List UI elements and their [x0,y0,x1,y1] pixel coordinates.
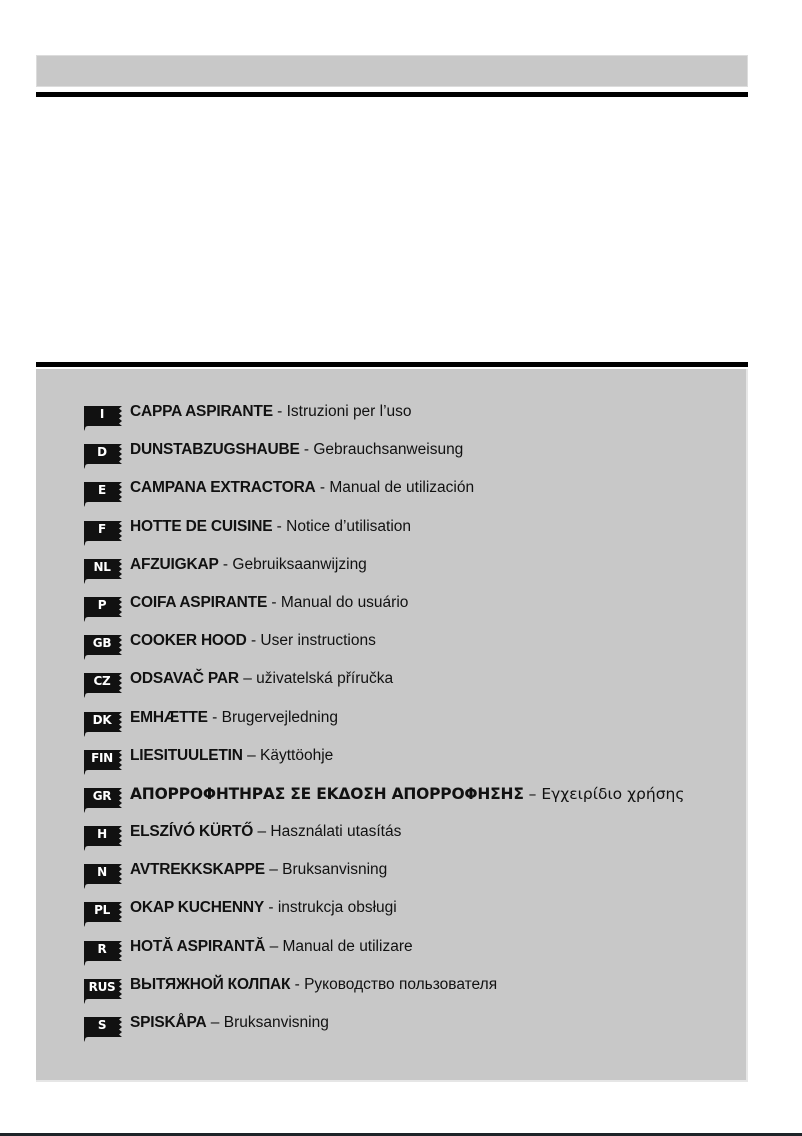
separator: – [264,861,283,879]
manual-title: Manual do usuário [280,593,409,611]
separator: - [246,632,261,650]
product-name: COOKER HOOD [130,632,247,650]
manual-title: Manual de utilizare [282,937,413,955]
product-name: SPISKÅPA [130,1014,207,1031]
product-name: COIFA ASPIRANTE [130,593,268,611]
language-item-h[interactable] [82,821,684,859]
language-label [130,477,474,499]
language-code: I [99,407,105,421]
language-code: N [97,865,107,880]
language-flag-icon [82,633,126,661]
manual-title: Gebruiksaanwijzing [232,555,367,573]
separator: - [207,708,222,726]
header-band [36,55,748,87]
language-label [130,1012,329,1034]
language-flag-icon [82,442,126,470]
language-flag-icon [82,900,126,928]
language-item-p[interactable] [82,592,684,630]
product-name: ВЫТЯЖНОЙ КОЛПАК [130,975,291,993]
manual-title: Istruzioni per l’uso [286,403,412,420]
language-code: GB [92,636,112,651]
separator: - [290,975,305,993]
language-item-e[interactable] [82,477,684,515]
language-flag-icon [82,519,126,547]
product-name: DUNSTABZUGSHAUBE [130,441,300,459]
language-label [130,783,684,805]
separator: - [299,441,314,459]
language-item-nl[interactable] [82,554,684,592]
language-item-rus[interactable] [82,974,684,1012]
language-code: H [97,827,107,842]
language-label [130,401,412,423]
language-code: D [97,445,107,460]
product-name: EMHÆTTE [130,708,208,726]
language-item-cz[interactable] [82,668,684,706]
language-code: P [97,597,107,612]
language-item-d[interactable] [82,439,684,477]
manual-title: Használati utasítás [270,823,402,841]
language-code: GR [92,788,112,803]
language-panel [36,369,748,1082]
language-label [130,745,333,767]
language-code: F [98,521,106,536]
manual-title: Εγχειρίδιο χρήσης [541,784,685,803]
language-flag-icon [82,671,126,699]
language-label [130,554,367,576]
language-label [130,859,387,881]
product-name: CAPPA ASPIRANTE [130,403,273,420]
separator: – [238,670,257,688]
language-flag-icon [82,786,126,814]
separator: - [272,517,287,535]
language-flag-icon [82,404,126,432]
language-flag-icon [82,557,126,585]
product-name: ELSZÍVÓ KÜRTŐ [130,823,254,841]
separator: – [242,746,261,764]
manual-title: instrukcja obsługi [277,899,397,917]
separator: – [265,937,283,955]
language-flag-icon [82,977,126,1005]
language-flag-icon [82,862,126,890]
language-code: FIN [91,750,113,765]
language-label [130,936,413,958]
language-item-s[interactable] [82,1012,684,1050]
language-label [130,439,463,461]
language-flag-icon [82,480,126,508]
language-label [130,974,497,996]
language-label [130,821,401,843]
language-code: S [97,1018,107,1032]
language-item-pl[interactable] [82,897,684,935]
manual-title: Notice d’utilisation [286,517,412,535]
manual-title: Руководство пользователя [304,975,498,993]
language-flag-icon [82,824,126,852]
language-label [130,630,376,652]
product-name: CAMPANA EXTRACTORA [130,479,316,497]
separator: - [264,899,278,917]
language-flag-icon [82,1015,126,1043]
language-item-dk[interactable] [82,707,684,745]
language-code: CZ [93,674,111,689]
separator: - [272,403,287,420]
language-label [130,668,393,690]
language-flag-icon [82,939,126,967]
language-code: R [97,941,107,956]
manual-title: Brugervejledning [221,708,338,726]
language-code: RUS [88,979,116,994]
language-list [82,401,684,1050]
manual-title: Bruksanvisning [223,1014,329,1031]
separator: - [218,555,233,573]
language-label [130,516,411,538]
language-item-n[interactable] [82,859,684,897]
manual-title: uživatelská příručka [256,670,394,688]
separator: – [523,784,542,803]
language-item-gb[interactable] [82,630,684,668]
product-name: HOTTE DE CUISINE [130,517,273,535]
language-label [130,707,338,729]
language-flag-icon [82,710,126,738]
language-label [130,592,408,614]
top-rule [36,92,748,97]
language-item-r[interactable] [82,936,684,974]
separator: - [267,593,281,611]
section-rule [36,362,748,367]
language-item-i[interactable] [82,401,684,439]
separator: – [253,823,271,841]
separator: – [206,1014,224,1031]
language-code: DK [92,712,112,727]
manual-title: Käyttöohje [260,746,334,764]
manual-title: User instructions [260,632,376,650]
product-name: ΑΠΟΡΡΟΦΗΤΗΡΑΣ ΣΕ ΕΚΔΟΣΗ ΑΠΟΡΡΟΦΗΣΗΣ [130,784,524,803]
language-flag-icon [82,595,126,623]
language-item-gr[interactable] [82,783,684,821]
language-flag-icon [82,748,126,776]
manual-title: Bruksanvisning [282,861,388,879]
separator: - [315,479,330,497]
language-item-f[interactable] [82,516,684,554]
manual-title: Gebrauchsanweisung [313,441,464,459]
product-name: LIESITUULETIN [130,746,243,764]
manual-title: Manual de utilización [329,479,475,497]
product-name: AVTREKKSKAPPE [130,861,265,879]
language-code: E [98,483,106,498]
language-label [130,897,397,919]
product-name: AFZUIGKAP [130,555,219,573]
product-name: OKAP KUCHENNY [130,899,265,917]
language-code: PL [94,903,110,918]
product-name: ODSAVAČ PAR [130,670,239,688]
language-item-fin[interactable] [82,745,684,783]
product-name: HOTĂ ASPIRANTĂ [130,937,266,955]
language-code: NL [93,559,111,574]
